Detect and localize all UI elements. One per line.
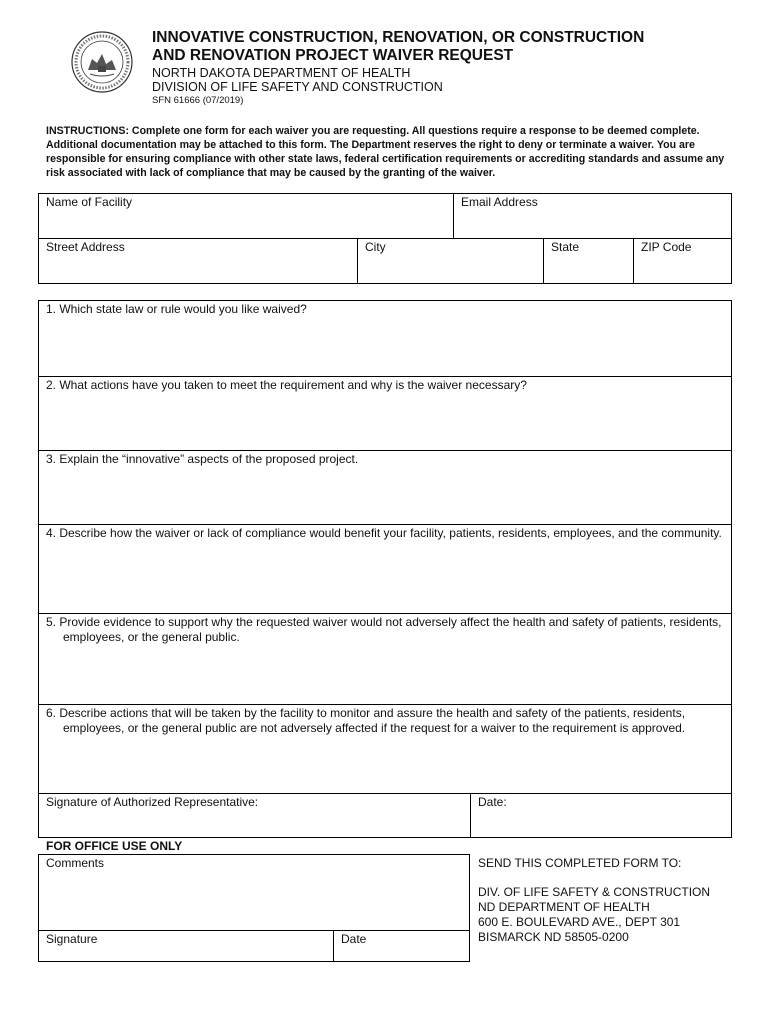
form-title [152,29,644,65]
divider [333,930,334,962]
question-3-field[interactable]: 3. Explain the “innovative” aspects of the proposed project. [46,452,359,466]
department-name: NORTH DAKOTA DEPARTMENT OF HEALTH [152,66,411,80]
divider [543,238,544,284]
divider [38,450,732,451]
question-4-field[interactable]: 4. Describe how the waiver or lack of compliance would benefit your facility, patients, residents, employees, and the community. [46,526,722,540]
facility-name-field[interactable]: Name of Facility [46,195,133,209]
divider [470,793,471,838]
question-5-field[interactable]: 5. Provide evidence to support why the requested waiver would not adversely affect the health and safety of patients, residents, employees, or the general public. [46,615,722,644]
question-6-field[interactable]: 6. Describe actions that will be taken by the facility to monitor and assure the health and safety of the patients, residents, employees, or the general public are not adversely affected if the request for a waiver to the requirement is approved. [46,706,686,735]
office-date-field[interactable]: Date [341,932,367,946]
state-field[interactable]: State [551,240,580,254]
email-address-field[interactable]: Email Address [461,195,538,209]
zip-code-field[interactable]: ZIP Code [641,240,692,254]
send-to-address-line3: 600 E. BOULEVARD AVE., DEPT 301 [478,915,681,929]
question-2-field[interactable]: 2. What actions have you taken to meet the requirement and why is the waiver necessary? [46,378,527,392]
form-number: SFN 61666 (07/2019) [152,95,244,106]
question-1-field[interactable]: 1. Which state law or rule would you like waived? [46,302,307,316]
instructions-text: INSTRUCTIONS: Complete one form for each waiver you are requesting. All questions require a response to be deemed complete. Additional documentation may be attached to this form. The Department reserves the right to deny or terminate a waiver. You are responsible for ensuring compliance with other state laws, federal certification requirements or accrediting standards and assume any risk associated with lack of compliance that may be caused by the granting of the waiver. [46,125,725,179]
state-seal-logo [70,30,134,94]
form-title-line1: INNOVATIVE CONSTRUCTION, RENOVATION, OR CONSTRUCTION [152,29,645,46]
form-title-line2: AND RENOVATION PROJECT WAIVER REQUEST [152,47,514,64]
divider [38,238,732,239]
office-comments-field[interactable]: Comments [46,856,105,870]
divider [38,376,732,377]
signature-date-field[interactable]: Date: [478,795,507,809]
divider [38,704,732,705]
street-address-field[interactable]: Street Address [46,240,125,254]
send-to-heading: SEND THIS COMPLETED FORM TO: [478,856,682,870]
divider [357,238,358,284]
divider [38,930,470,931]
send-to-address-line1: DIV. OF LIFE SAFETY & CONSTRUCTION [478,885,711,899]
office-use-heading: FOR OFFICE USE ONLY [46,839,183,853]
divider [38,524,732,525]
send-to-address-line4: BISMARCK ND 58505-0200 [478,930,629,944]
divider [633,238,634,284]
divider [38,613,732,614]
office-signature-field[interactable]: Signature [46,932,98,946]
representative-signature-field[interactable]: Signature of Authorized Representative: [46,795,259,809]
send-to-address-line2: ND DEPARTMENT OF HEALTH [478,900,650,914]
city-field[interactable]: City [365,240,386,254]
divider [453,193,454,238]
division-name: DIVISION OF LIFE SAFETY AND CONSTRUCTION [152,80,443,94]
divider [38,793,732,794]
